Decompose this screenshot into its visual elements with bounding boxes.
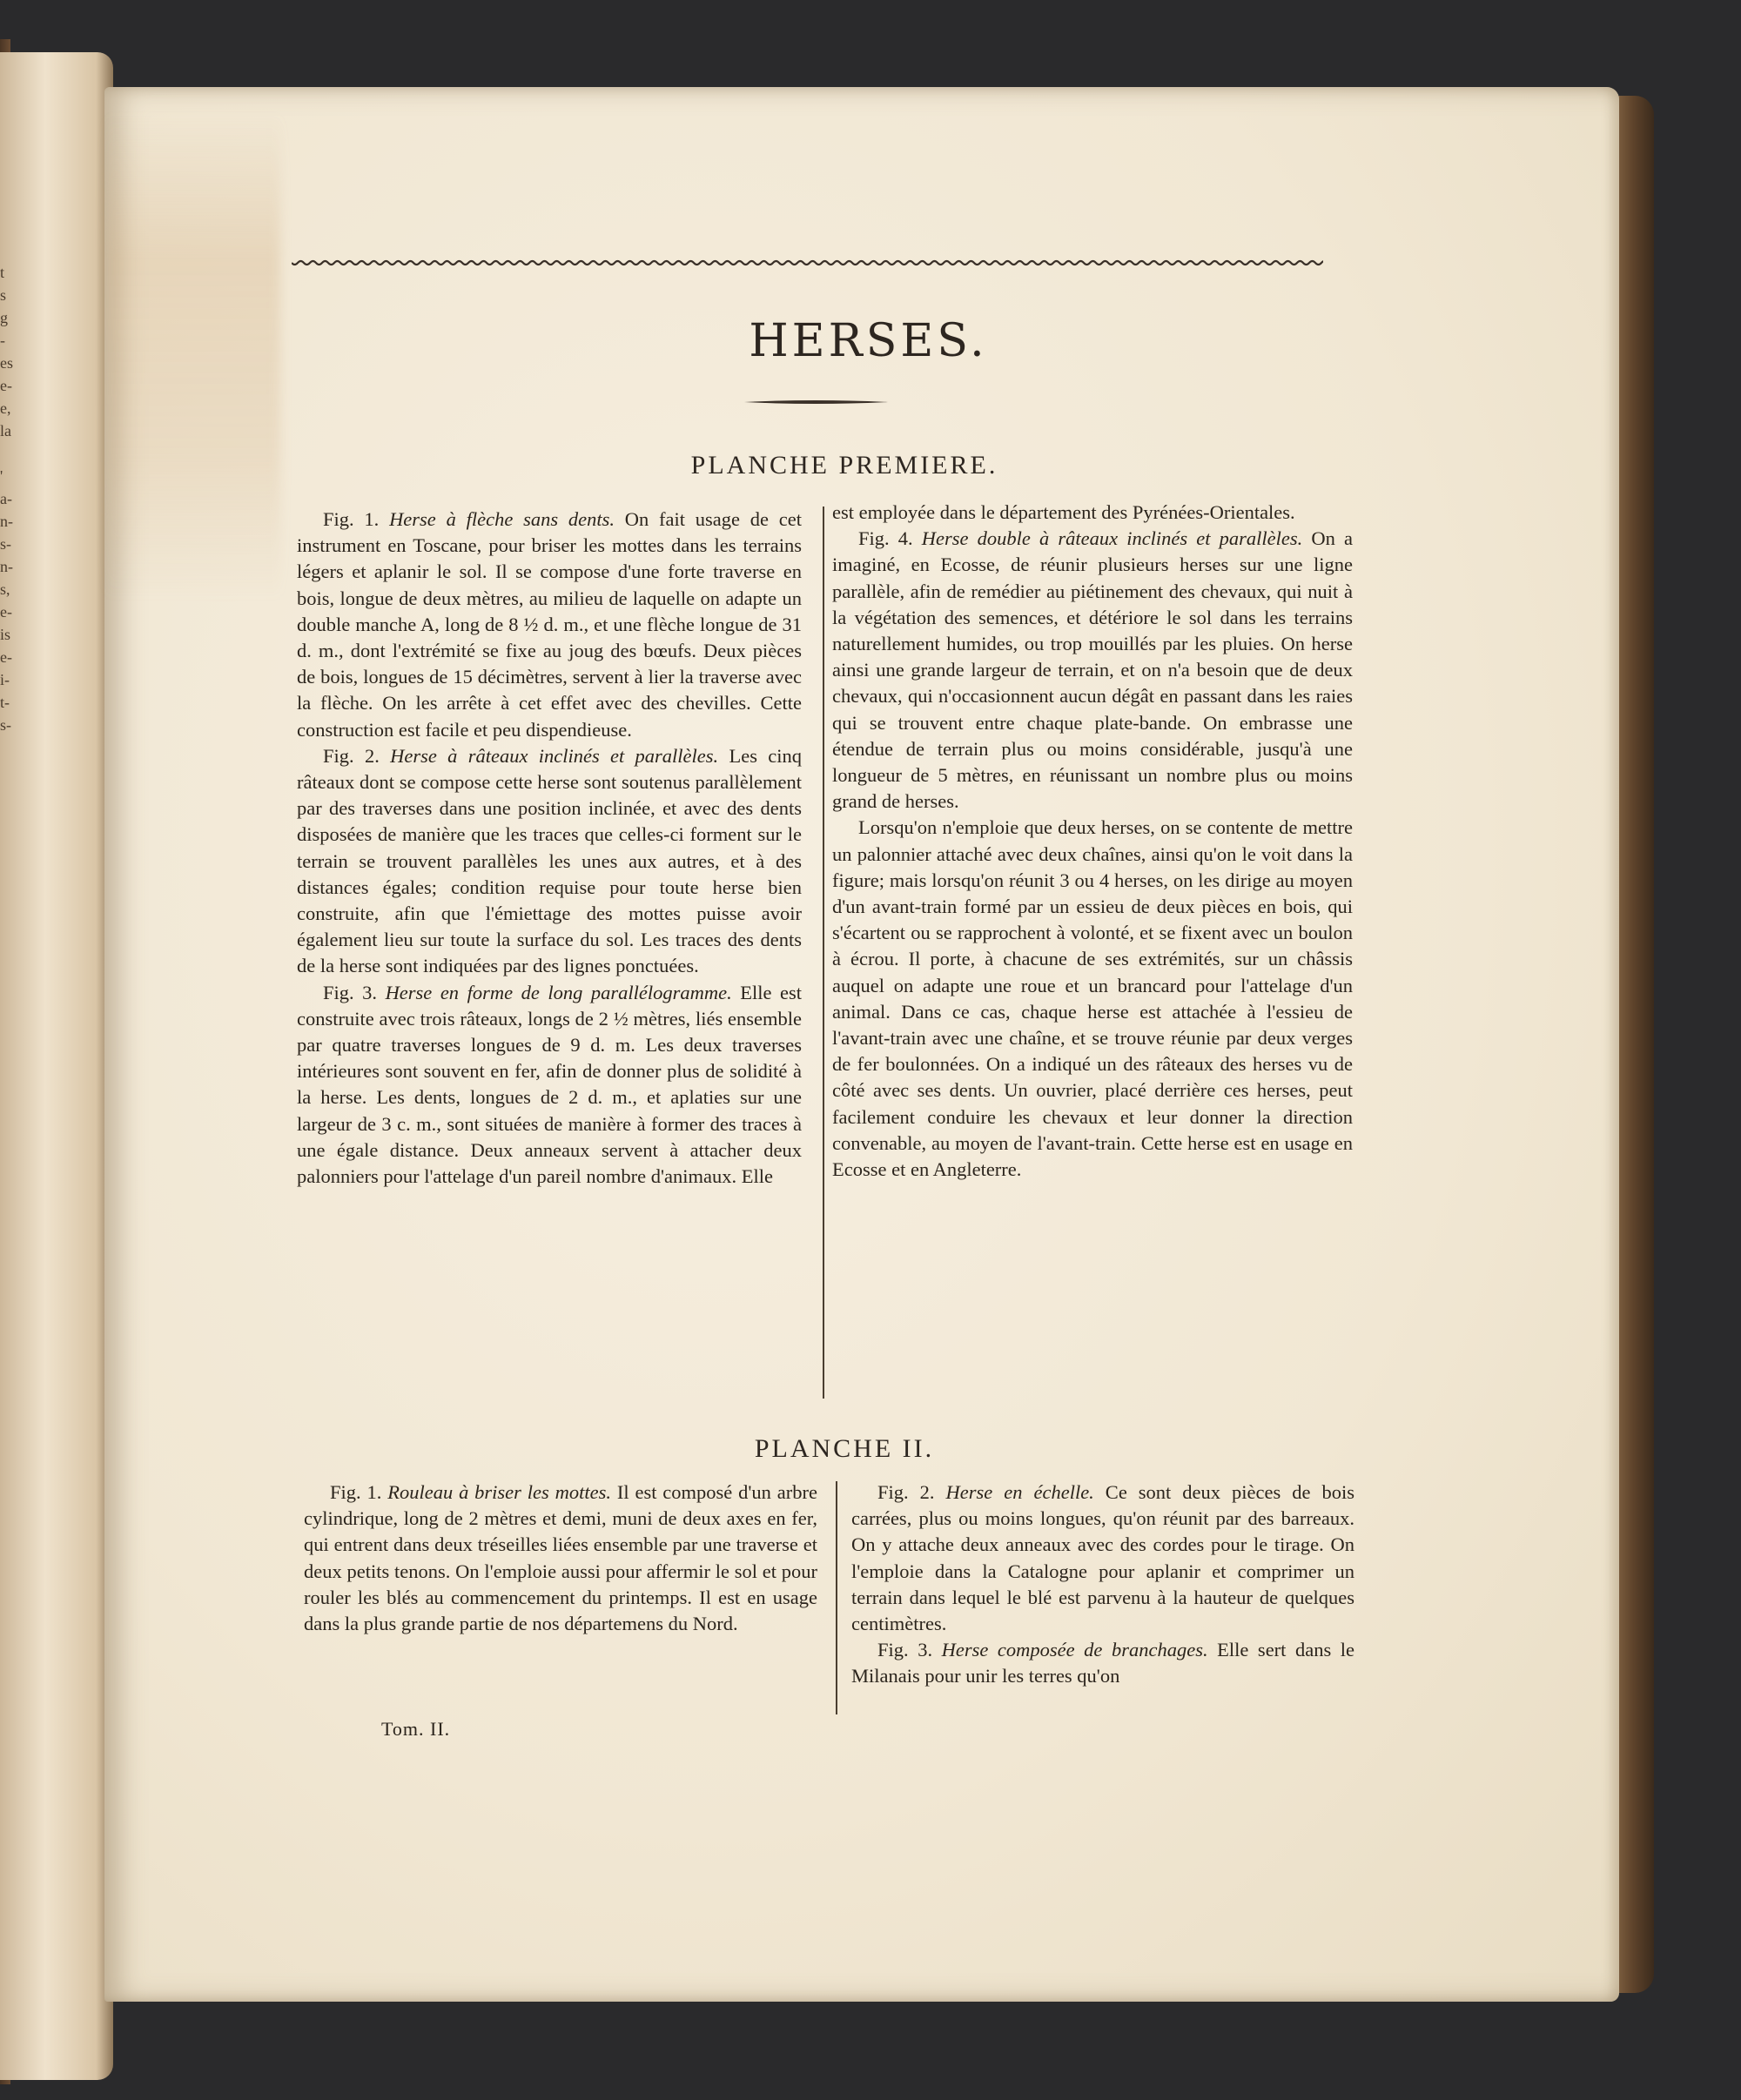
figure-name: Herse à flèche sans dents.: [389, 508, 615, 530]
margin-fragment: -: [0, 332, 5, 349]
paragraph: [832, 500, 1353, 526]
margin-fragment: la: [0, 422, 11, 439]
margin-fragment: s,: [0, 580, 10, 598]
margin-fragment: es: [0, 354, 13, 372]
plate-1-left-column: [297, 507, 802, 1190]
paragraph: [851, 1479, 1354, 1637]
margin-fragment: e-: [0, 603, 12, 621]
margin-fragment: i-: [0, 671, 10, 688]
figure-description: Lorsqu'on n'emploie que deux herses, on se contente de mettre un palonnier attaché avec deux chaînes, ainsi qu'on le voit dans la figure; mais lorsqu'on réunit 3 ou 4 herses, on les dirige au moyen d'un avant-train formé par un essieu de deux pièces en bois, qui s'écartent ou se rapprochent à volonté, et se fixent avec un boulon à écrou. Il porte, à chacune de ses extrémités, sur un châssis auquel on adapte une roue et un brancard pour l'attelage d'un animal. Dans ce cas, chaque herse est attachée à l'essieu de l'avant-train avec une chaîne, et se trouve réunie par deux verges de fer boulonnées. On a indiqué un des râteaux des herses vu de côté avec ses dents. Un ouvrier, placé derrière ces herses, peut facilement conduire les chevaux et leur donner la direction convenable, au moyen de l'avant-train. Cette herse est en usage en Ecosse et en Angleterre.: [832, 816, 1353, 1181]
margin-fragment: n-: [0, 513, 13, 530]
paragraph: [304, 1479, 817, 1637]
margin-fragment: t: [0, 264, 5, 281]
paragraph: [297, 507, 802, 743]
figure-description: Ce sont deux pièces de bois carrées, plus ou moins longues, qu'on réunit par des barreaux. On y attache deux anneaux avec des cordes pour le tirage. On l'emploie dans la Catalogne pour aplanir et comprimer un terrain dans lequel le blé est parvenu à la hauteur de quelques centimètres.: [851, 1481, 1355, 1635]
paragraph: [851, 1637, 1354, 1689]
figure-description: On fait usage de cet instrument en Toscane, pour briser les mottes dans les terrains légers et aplanir le sol. Il se compose d'une forte traverse en bois, longue de deux mètres, au milieu de laquelle on adapte un double manche A, long de 8 ½ d. m., et une flèche longue de 31 d. m., dont l'extrémité se fixe au joug des bœufs. Deux pièces de bois, longues de 15 décimètres, servent à lier la traverse avec la flèche. On les arrête à cet effet avec des chevilles. Cette construction est facile et peu dispendieuse.: [297, 508, 803, 741]
figure-description: Il est composé d'un arbre cylindrique, long de 2 mètres et demi, muni de deux axes en fer, qui entrent dans deux tréseilles liées ensemble par une traverse et deux petits tenons. On l'emploie aussi pour affermir le sol et pour rouler les blés au commencement du printemps. Il est en usage dans la plus grande partie de nos départemens du Nord.: [304, 1481, 817, 1635]
plate-1-right-column: [832, 500, 1353, 1183]
margin-fragment: e-: [0, 648, 12, 666]
column-divider: [836, 1481, 837, 1714]
margin-fragment: ': [0, 467, 3, 485]
figure-name: Herse composée de branchages.: [941, 1639, 1208, 1661]
figure-name: Herse en échelle.: [945, 1481, 1094, 1503]
figure-number: Fig. 1.: [323, 508, 390, 530]
paragraph: [832, 815, 1353, 1183]
page-title: HERSES.: [749, 315, 988, 367]
paragraph: [832, 526, 1353, 815]
margin-fragment: s-: [0, 535, 11, 553]
margin-fragment: e-: [0, 377, 12, 394]
figure-number: Fig. 3.: [323, 981, 386, 1003]
paragraph: [297, 743, 802, 980]
figure-name: Herse en forme de long parallélogramme.: [385, 981, 732, 1003]
plate-heading-1: PLANCHE PREMIERE.: [690, 451, 998, 480]
title-ornament-rule: [744, 399, 888, 406]
figure-number: Fig. 4.: [858, 527, 922, 550]
figure-name: Rouleau à briser les mottes.: [387, 1481, 611, 1503]
margin-fragment: g: [0, 309, 8, 326]
margin-fragment: e,: [0, 399, 11, 417]
plate-2-left-column: [304, 1479, 817, 1637]
plate-heading-2: PLANCHE II.: [754, 1434, 935, 1463]
figure-number: Fig. 1.: [330, 1481, 388, 1503]
plate-2-right-column: [851, 1479, 1354, 1690]
margin-fragment: n-: [0, 558, 13, 575]
figure-name: Herse double à râteaux inclinés et parallèles.: [921, 527, 1303, 550]
figure-number: Fig. 2.: [323, 744, 391, 767]
figure-name: Herse à râteaux inclinés et parallèles.: [390, 744, 719, 767]
figure-description: On a imaginé, en Ecosse, de réunir plusieurs herses sur une ligne parallèle, afin de remédier au piétinement des chevaux, qui nuit à la végétation des semences, et détériore le sol dans les terrains naturellement humides, ou trop mouillés par les pluies. On herse ainsi une grande largeur de terrain, et on n'a besoin que de deux chevaux, qui n'occasionnent aucun dégât en passant dans les raies qui se trouvent entre chaque plate-bande. On embrasse une étendue de terrain plus ou moins considérable, jusqu'à une longueur de 5 mètres, en réunissant un nombre plus ou moins grand de herses.: [832, 527, 1353, 813]
volume-footer: Tom. II.: [381, 1718, 451, 1740]
figure-description: Les cinq râteaux dont se compose cette herse sont soutenus parallèlement par des traverses dans une position inclinée, et avec des dents disposées de manière que les traces que celles-ci forment sur le terrain se trouvent parallèles les unes aux autres, et à des distances égales; condition requise pour toute herse bien construite, afin que l'émiettage des mottes puisse avoir également lieu sur toute la surface du sol. Les traces des dents de la herse sont indiquées par des lignes ponctuées.: [297, 744, 802, 977]
figure-description: Elle est construite avec trois râteaux, longs de 2 ½ mètres, liés ensemble par quatre traverses longues de 9 d. m. Les deux traverses intérieures sont souvent en fer, afin de donner plus de solidité à la herse. Les dents, longues de 2 d. m., et aplaties sur une largeur de 3 c. m., sont situées de manière à former des traces à une égale distance. Deux anneaux servent à attacher deux palonniers pour l'attelage d'un pareil nombre d'animaux. Elle: [297, 981, 802, 1188]
column-divider: [823, 507, 824, 1399]
figure-description: Elle sert dans le Milanais pour unir les terres qu'on: [851, 1639, 1355, 1687]
margin-fragment: t-: [0, 694, 10, 711]
margin-fragment: s: [0, 286, 7, 304]
figure-description: est employée dans le département des Pyrénées-Orientales.: [832, 501, 1295, 523]
paragraph: [297, 980, 802, 1191]
decorative-wavy-rule: [292, 258, 1323, 268]
figure-number: Fig. 3.: [877, 1639, 942, 1661]
figure-number: Fig. 2.: [877, 1481, 946, 1503]
margin-fragment: is: [0, 626, 11, 643]
margin-fragment: s-: [0, 716, 11, 734]
margin-fragment: a-: [0, 490, 12, 507]
